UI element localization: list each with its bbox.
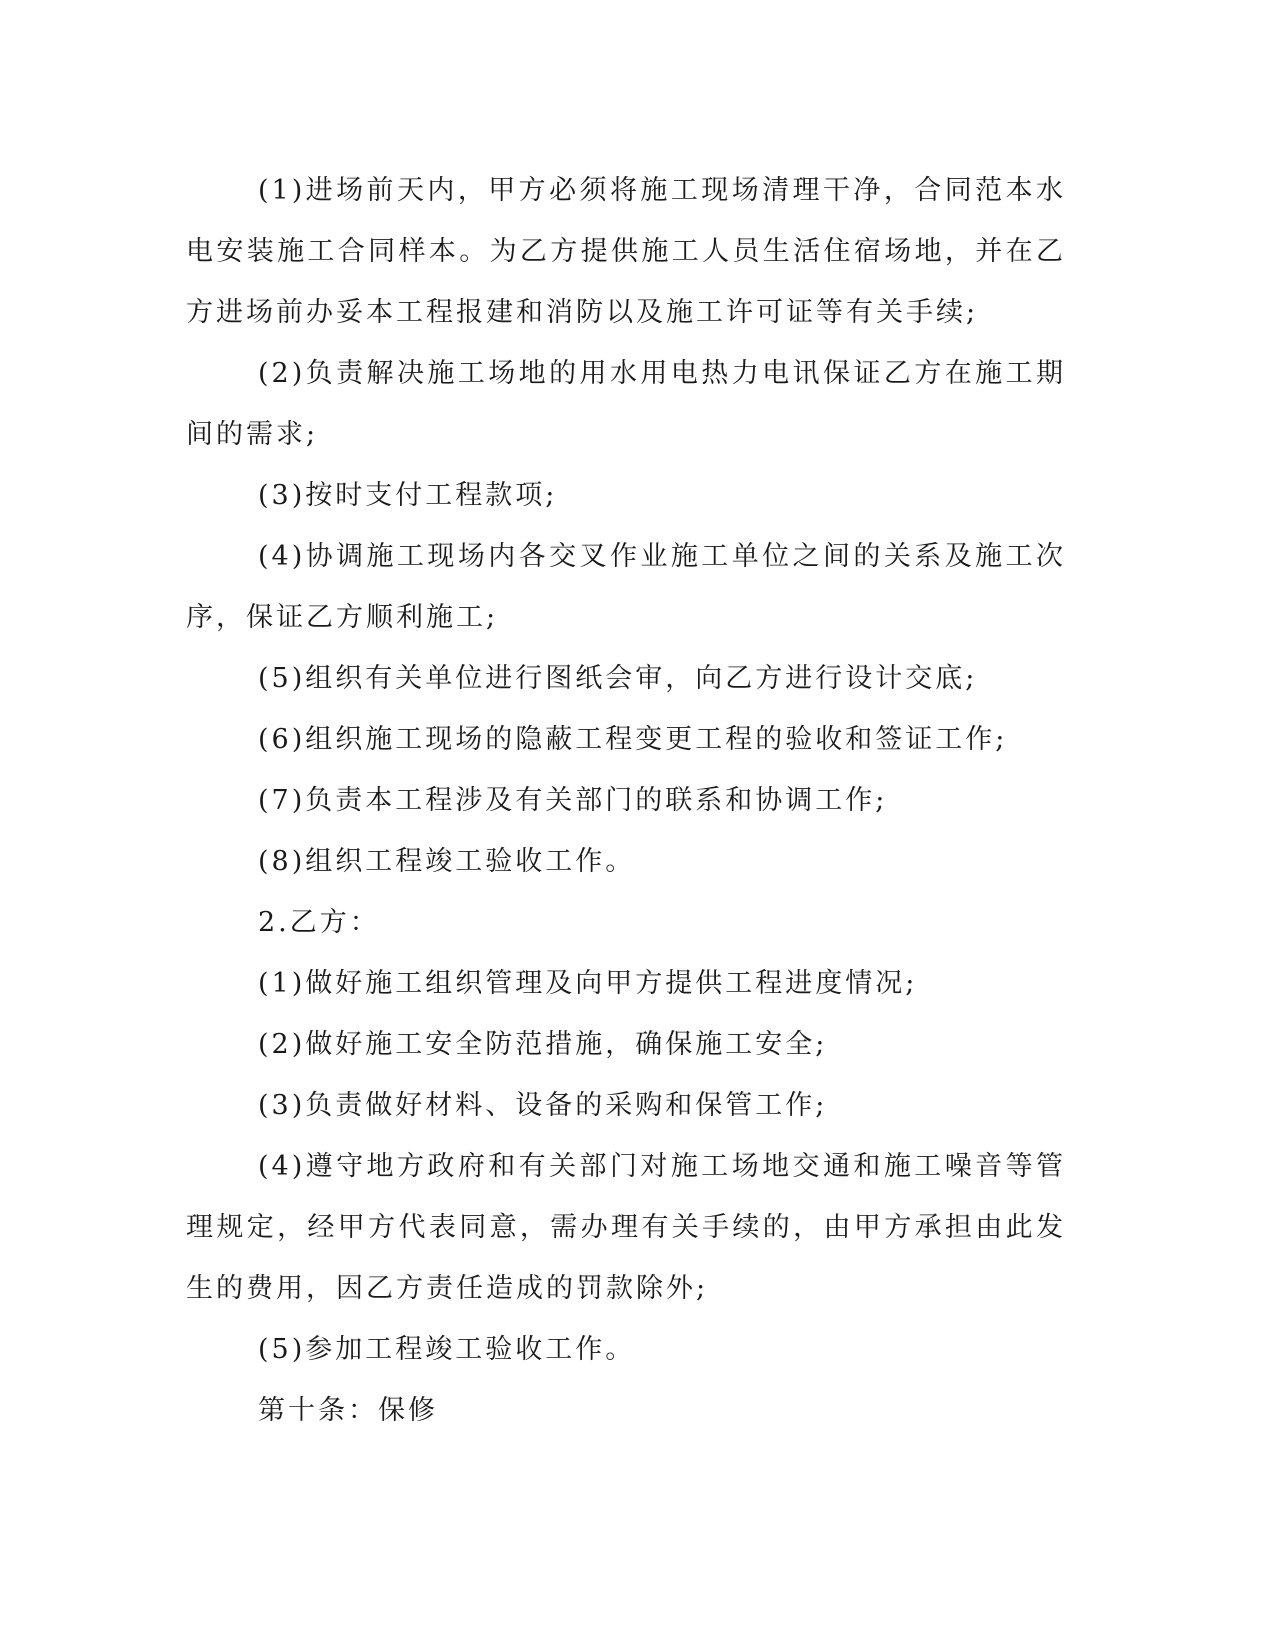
paragraph-party-b-5: (5)参加工程竣工验收工作。	[258, 1334, 636, 1365]
paragraph-party-a-6: (6)组织施工现场的隐蔽工程变更工程的验收和签证工作;	[258, 724, 1008, 755]
paragraph-party-a-3: (3)按时支付工程款项;	[258, 480, 558, 511]
paragraph-party-a-5: (5)组织有关单位进行图纸会审，向乙方进行设计交底;	[258, 663, 978, 694]
paragraph-party-b-1: (1)做好施工组织管理及向甲方提供工程进度情况;	[258, 968, 918, 999]
paragraph-party-a-4: (4)协调施工现场内各交叉作业施工单位之间的关系及施工次序，保证乙方顺利施工;	[186, 541, 1066, 633]
paragraph-party-a-7: (7)负责本工程涉及有关部门的联系和协调工作;	[258, 785, 888, 816]
paragraph-party-a-1: (1)进场前天内，甲方必须将施工现场清理干净，合同范本水电安装施工合同样本。为乙方提供施工人员生活住宿场地，并在乙方进场前办妥本工程报建和消防以及施工许可证等有关手续;	[186, 175, 1066, 328]
paragraph-party-a-2: (2)负责解决施工场地的用水用电热力电讯保证乙方在施工期间的需求;	[186, 358, 1066, 450]
paragraph-party-b-3: (3)负责做好材料、设备的采购和保管工作;	[258, 1090, 828, 1121]
paragraph-party-a-8: (8)组织工程竣工验收工作。	[258, 846, 636, 877]
section-heading-party-b: 2.乙方：	[258, 907, 380, 938]
article-heading-warranty: 第十条：保修	[258, 1395, 438, 1426]
paragraph-party-b-4: (4)遵守地方政府和有关部门对施工场地交通和施工噪音等管理规定，经甲方代表同意，需办理有关手续的，由甲方承担由此发生的费用，因乙方责任造成的罚款除外;	[186, 1151, 1066, 1304]
paragraph-party-b-2: (2)做好施工安全防范措施，确保施工安全;	[258, 1029, 828, 1060]
document-body	[186, 160, 1066, 1441]
